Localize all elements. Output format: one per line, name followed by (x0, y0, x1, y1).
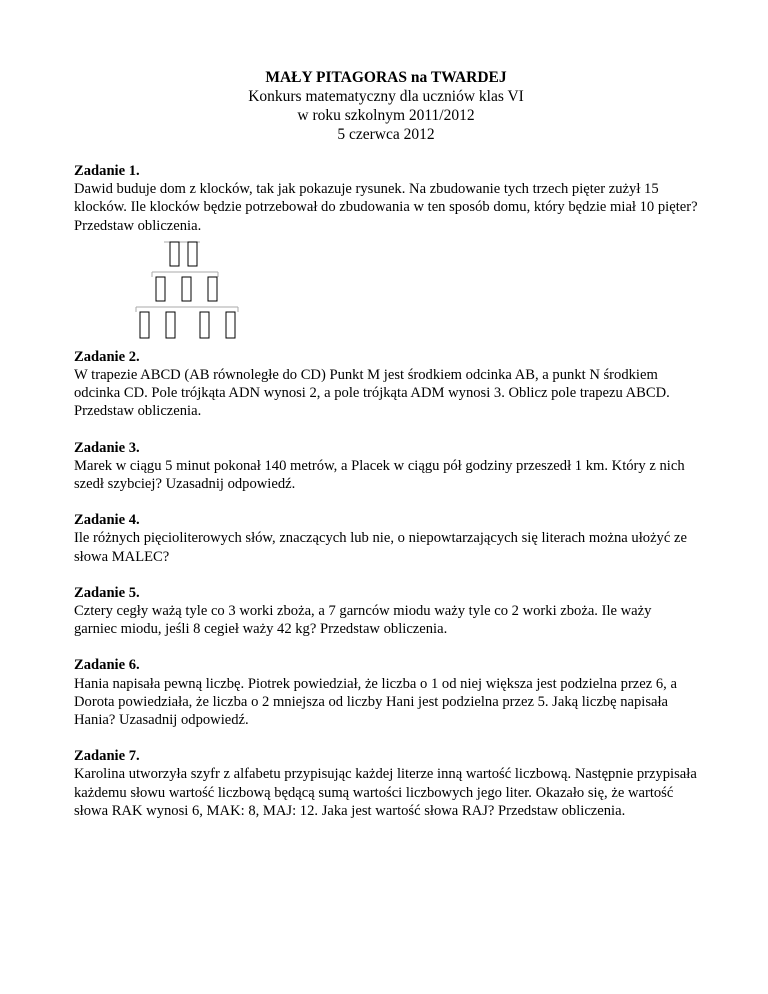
block (208, 277, 217, 301)
school-year: w roku szkolnym 2011/2012 (297, 107, 475, 124)
block (200, 312, 209, 338)
contest-title: MAŁY PITAGORAS na TWARDEJ (265, 69, 507, 86)
block (166, 312, 175, 338)
task-text: Ile różnych pięcioliterowych słów, znaczących lub nie, o niepowtarzających się literach można ułożyć ze słowa MALEC? (74, 530, 687, 565)
task-title: Zadanie 1. (74, 163, 140, 179)
task-title: Zadanie 4. (74, 512, 140, 529)
task-title: Zadanie 6. (74, 657, 140, 674)
task-4 (74, 511, 698, 566)
task-1 (74, 162, 698, 235)
block (140, 312, 149, 338)
task-text: Marek w ciągu 5 minut pokonał 140 metrów, a Placek w ciągu pół godziny przeszedł 1 km. Który z nich szedł szybciej? Uzasadnij odpowiedź. (74, 457, 685, 493)
document-page (74, 68, 698, 820)
task-5 (74, 584, 698, 639)
task-text: W trapezie ABCD (AB równoległe do CD) Punkt M jest środkiem odcinka AB, a punkt N środkiem odcinka CD. Pole trójkąta ADN wynosi 2, a pole trójkąta ADM wynosi 3. Oblicz pole trapezu ABCD. Przedstaw obliczenia. (74, 367, 670, 420)
task-title: Zadanie 2. (74, 348, 140, 365)
document-header (74, 68, 698, 144)
task-7 (74, 747, 698, 820)
task-text: Cztery cegły ważą tyle co 3 worki zboża, a 7 garnców miodu waży tyle co 2 worki zboża. Ile waży garniec miodu, jeśli 8 cegieł waży 42 kg? Przedstaw obliczenia. (74, 603, 652, 638)
block (226, 312, 235, 338)
task-text: Karolina utworzyła szyfr z alfabetu przypisując każdej literze inną wartość liczbową. Następnie przypisała każdemu słowu wartość liczbową będącą sumą wartości liczbowych jego liter. Okazało się, że wartość słowa RAK wynosi 6, MAK: 8, MAJ: 12. Jaka jest wartość słowa RAJ? Przedstaw obliczenia. (74, 766, 697, 819)
contest-date: 5 czerwca 2012 (337, 126, 435, 143)
task-text: Dawid buduje dom z klocków, tak jak pokazuje rysunek. Na zbudowanie tych trzech pięter zużył 15 klocków. Ile klocków będzie potrzebował do zbudowania w ten sposób domu, który będzie miał 10 pięter? Przedstaw obliczenia. (74, 181, 698, 234)
block-house-figure (74, 238, 698, 342)
task-2 (74, 348, 698, 421)
contest-subtitle: Konkurs matematyczny dla uczniów klas VI (248, 88, 524, 105)
task-3 (74, 439, 698, 494)
block-house-diagram (106, 238, 256, 342)
task-title: Zadanie 3. (74, 439, 140, 456)
block (188, 242, 197, 266)
block (170, 242, 179, 266)
task-text: Hania napisała pewną liczbę. Piotrek powiedział, że liczba o 1 od niej większa jest podzielna przez 6, a Dorota powiedziała, że liczba o 2 mniejsza od liczby Hani jest podzielna przez 5. Jaką liczbę napisała Hania? Uzasadnij odpowiedź. (74, 675, 677, 729)
block (156, 277, 165, 301)
task-title: Zadanie 5. (74, 584, 140, 601)
task-title: Zadanie 7. (74, 748, 140, 765)
block (182, 277, 191, 301)
task-6 (74, 656, 698, 729)
